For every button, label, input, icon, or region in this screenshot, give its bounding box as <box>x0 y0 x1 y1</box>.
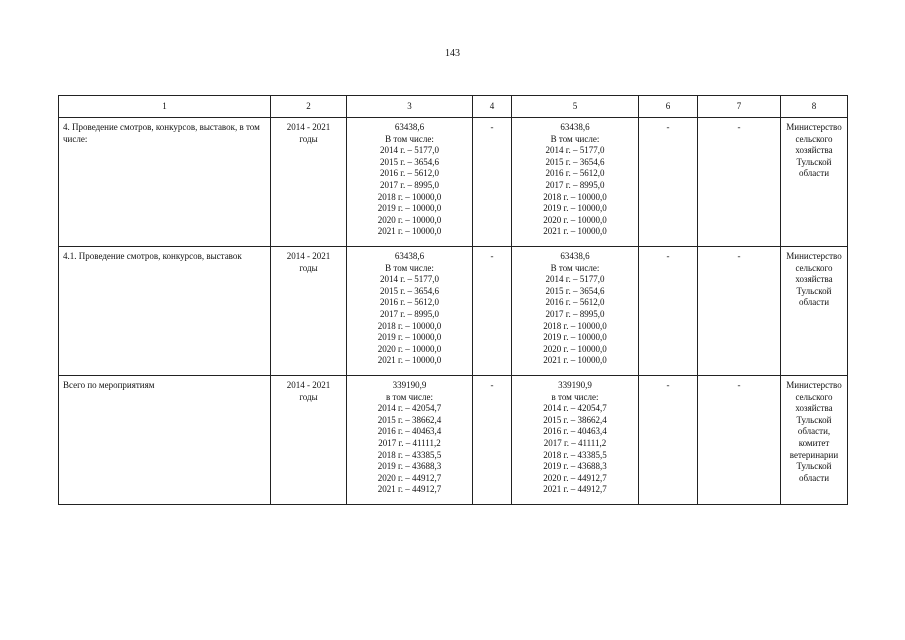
period-text: 2014 - 2021 <box>286 251 331 261</box>
funding-line: 2020 г. – 10000,0 <box>543 343 607 354</box>
activity-name-cell: Всего по мероприятиям <box>59 376 271 505</box>
period-text: годы <box>299 262 318 273</box>
funding-line: 2015 г. – 38662,4 <box>377 414 442 425</box>
funding-line: 2021 г. – 10000,0 <box>377 355 442 366</box>
funding-line: 2018 г. – 10000,0 <box>377 191 442 202</box>
column-header: 8 <box>781 96 848 118</box>
column-header: 3 <box>347 96 473 118</box>
table-row <box>59 247 848 376</box>
funding-line: 2021 г. – 10000,0 <box>543 355 607 366</box>
funding-line: 339190,9 <box>392 380 427 390</box>
funding-line: 2020 г. – 10000,0 <box>543 214 607 225</box>
funding-line: 2019 г. – 10000,0 <box>377 332 442 343</box>
column-header: 7 <box>698 96 781 118</box>
column-header: 1 <box>59 96 271 118</box>
column-header: 4 <box>473 96 512 118</box>
funding-line: 2019 г. – 43688,3 <box>377 461 442 472</box>
funding-line: 2015 г. – 38662,4 <box>543 414 607 425</box>
funding-line: 2017 г. – 41111,2 <box>543 437 607 448</box>
local-funding-cell: - <box>639 247 698 376</box>
funding-line: 2018 г. – 10000,0 <box>543 320 607 331</box>
period-text: 2014 - 2021 <box>286 380 331 390</box>
activity-name-cell: 4.1. Проведение смотров, конкурсов, выставок <box>59 247 271 376</box>
funding-line: 2015 г. – 3654,6 <box>545 156 605 167</box>
funding-line: В том числе: <box>385 262 434 273</box>
funding-line: 2021 г. – 10000,0 <box>543 226 607 237</box>
header-row <box>59 96 848 118</box>
funding-line: 2014 г. – 42054,7 <box>543 403 607 414</box>
funding-line: 2016 г. – 5612,0 <box>380 168 439 179</box>
total-funding-cell <box>347 247 473 376</box>
period-text: годы <box>299 391 318 402</box>
period-cell <box>271 118 347 247</box>
regional-funding-cell <box>512 247 639 376</box>
funding-line: 2018 г. – 43385,5 <box>543 449 607 460</box>
funding-line: 2015 г. – 3654,6 <box>380 285 439 296</box>
funding-line: В том числе: <box>550 262 600 273</box>
funding-line: 2019 г. – 10000,0 <box>543 332 607 343</box>
total-funding-cell <box>347 376 473 505</box>
other-funding-cell: - <box>698 247 781 376</box>
funding-line: 63438,6 <box>394 122 425 132</box>
responsible-executor-cell: Министерство сельского хозяйства Тульской области <box>781 247 848 376</box>
federal-funding-cell: - <box>473 247 512 376</box>
funding-line: 339190,9 <box>558 380 592 390</box>
funding-line: 2016 г. – 40463,4 <box>377 426 442 437</box>
funding-line: 2015 г. – 3654,6 <box>380 156 439 167</box>
table-row <box>59 118 848 247</box>
funding-line: 2020 г. – 44912,7 <box>377 472 442 483</box>
funding-line: 2016 г. – 5612,0 <box>380 297 439 308</box>
funding-line: 2020 г. – 10000,0 <box>377 214 442 225</box>
funding-line: в том числе: <box>551 391 599 402</box>
funding-line: 2019 г. – 10000,0 <box>377 203 442 214</box>
funding-line: В том числе: <box>385 133 434 144</box>
local-funding-cell: - <box>639 376 698 505</box>
funding-line: 2017 г. – 8995,0 <box>545 179 605 190</box>
funding-line: 2018 г. – 10000,0 <box>543 191 607 202</box>
funding-line: 2019 г. – 43688,3 <box>543 461 607 472</box>
funding-line: 2017 г. – 8995,0 <box>380 308 439 319</box>
program-table <box>58 95 848 505</box>
funding-line: в том числе: <box>386 391 433 402</box>
funding-line: 2014 г. – 5177,0 <box>380 274 439 285</box>
funding-line: 2014 г. – 42054,7 <box>377 403 442 414</box>
federal-funding-cell: - <box>473 376 512 505</box>
funding-line: 2020 г. – 44912,7 <box>543 472 607 483</box>
federal-funding-cell: - <box>473 118 512 247</box>
period-text: 2014 - 2021 <box>286 122 331 132</box>
regional-funding-cell <box>512 376 639 505</box>
funding-line: В том числе: <box>550 133 600 144</box>
period-cell <box>271 376 347 505</box>
column-header: 6 <box>639 96 698 118</box>
funding-line: 63438,6 <box>394 251 425 261</box>
other-funding-cell: - <box>698 118 781 247</box>
page-number: 143 <box>445 48 460 59</box>
other-funding-cell: - <box>698 376 781 505</box>
table-row <box>59 376 848 505</box>
funding-line: 2021 г. – 10000,0 <box>377 226 442 237</box>
funding-line: 2016 г. – 5612,0 <box>545 297 605 308</box>
period-text: годы <box>299 133 318 144</box>
funding-line: 2017 г. – 8995,0 <box>380 179 439 190</box>
funding-line: 2020 г. – 10000,0 <box>377 343 442 354</box>
funding-line: 2018 г. – 43385,5 <box>377 449 442 460</box>
activity-name-cell: 4. Проведение смотров, конкурсов, выставок, в том числе: <box>59 118 271 247</box>
funding-line: 2018 г. – 10000,0 <box>377 320 442 331</box>
funding-line: 2016 г. – 5612,0 <box>545 168 605 179</box>
period-cell <box>271 247 347 376</box>
funding-line: 2021 г. – 44912,7 <box>377 484 442 495</box>
responsible-executor-cell: Министерство сельского хозяйства Тульской области <box>781 118 848 247</box>
column-header: 5 <box>512 96 639 118</box>
total-funding-cell <box>347 118 473 247</box>
funding-line: 2014 г. – 5177,0 <box>545 145 605 156</box>
funding-line: 63438,6 <box>560 251 590 261</box>
local-funding-cell: - <box>639 118 698 247</box>
funding-line: 2017 г. – 8995,0 <box>545 308 605 319</box>
regional-funding-cell <box>512 118 639 247</box>
funding-line: 63438,6 <box>560 122 590 132</box>
funding-line: 2016 г. – 40463,4 <box>543 426 607 437</box>
funding-line: 2021 г. – 44912,7 <box>543 484 607 495</box>
funding-line: 2017 г. – 41111,2 <box>378 437 441 448</box>
column-header: 2 <box>271 96 347 118</box>
funding-line: 2014 г. – 5177,0 <box>545 274 605 285</box>
funding-line: 2014 г. – 5177,0 <box>380 145 439 156</box>
funding-line: 2015 г. – 3654,6 <box>545 285 605 296</box>
responsible-executor-cell: Министерство сельского хозяйства Тульской области, комитет ветеринарии Тульской области <box>781 376 848 505</box>
funding-line: 2019 г. – 10000,0 <box>543 203 607 214</box>
